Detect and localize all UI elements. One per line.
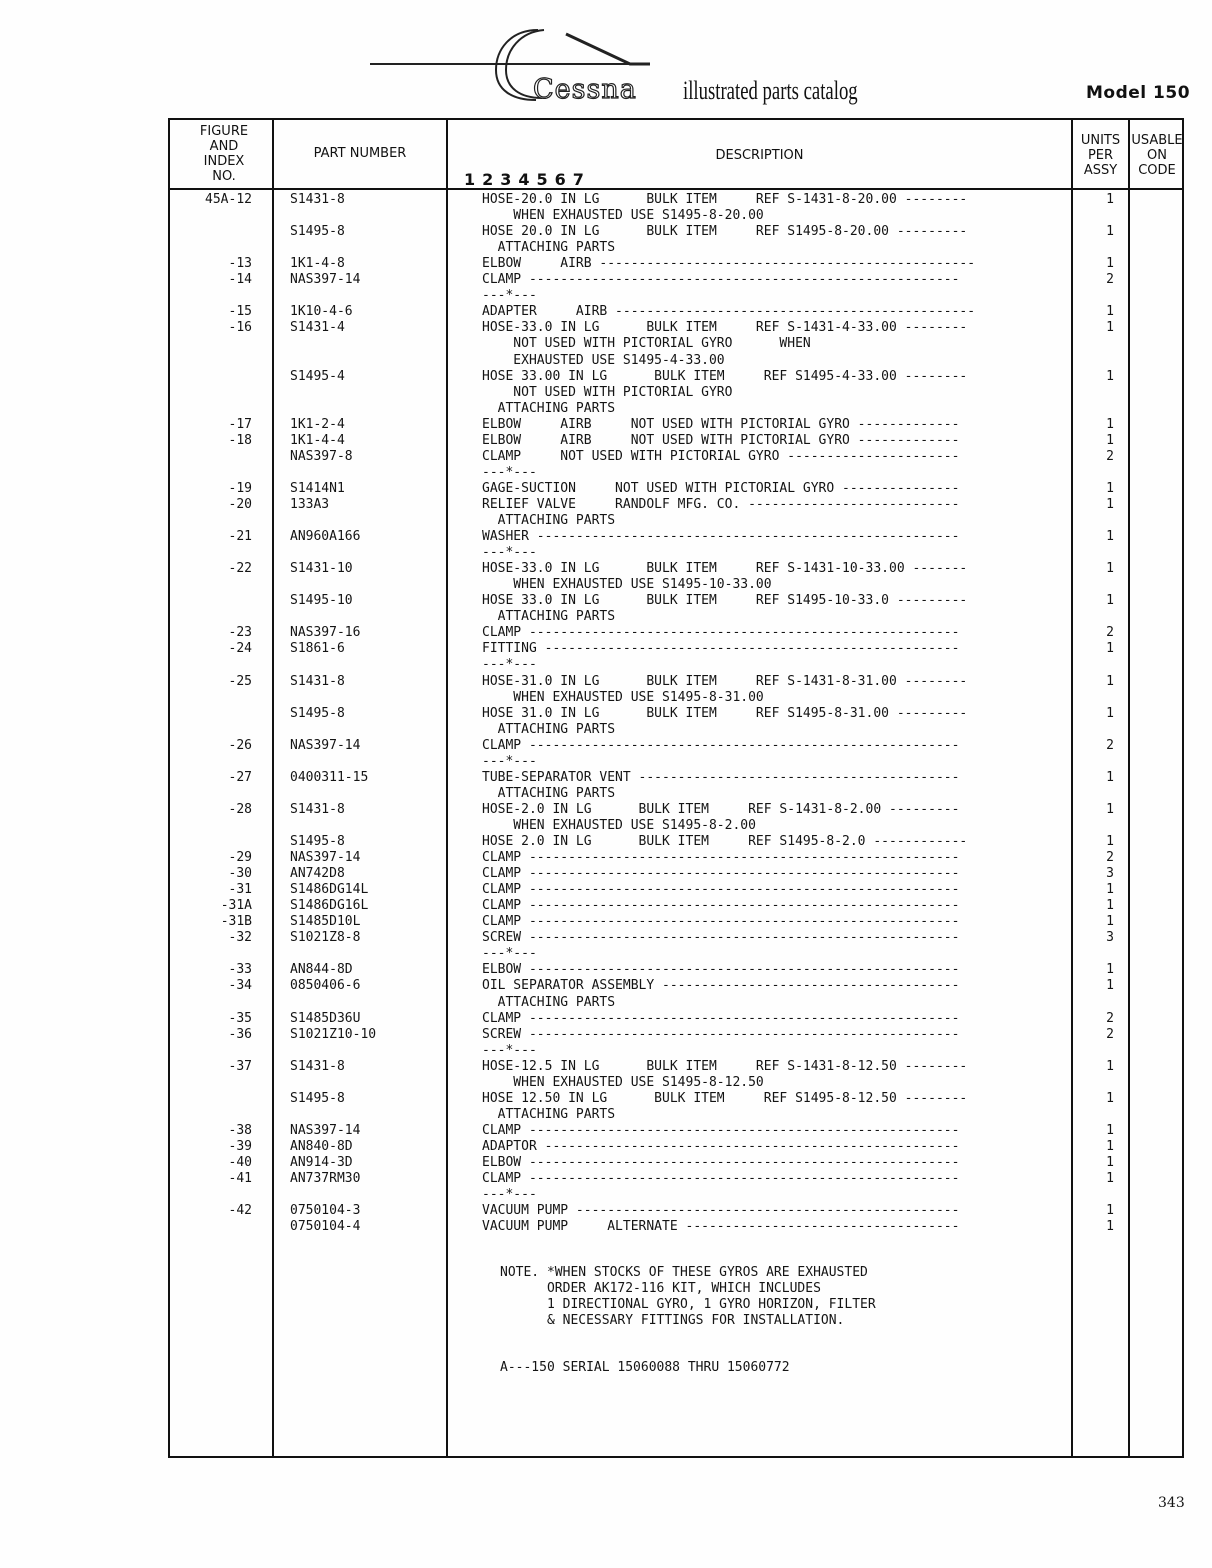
part-number: AN737RM30 <box>290 1171 361 1187</box>
index-number: -42 <box>228 1203 252 1219</box>
part-number-column-header: PART NUMBER <box>313 146 407 161</box>
description: WHEN EXHAUSTED USE S1495-10-33.00 <box>482 577 772 593</box>
index-number: -32 <box>228 930 252 946</box>
part-number: S1431-8 <box>290 192 345 207</box>
index-number: -34 <box>228 978 252 994</box>
part-number: AN960A166 <box>290 529 361 545</box>
description: HOSE 20.0 IN LG BULK ITEM REF S1495-8-20.00 --------- <box>482 224 968 240</box>
index-number: -23 <box>228 625 252 641</box>
index-number: -40 <box>228 1155 252 1170</box>
indent-level-digits: 1234567 <box>464 170 591 189</box>
part-number: NAS397-14 <box>290 737 361 753</box>
units-per-assy: 3 <box>1106 866 1114 882</box>
units-per-assy: 1 <box>1106 914 1114 930</box>
description: ADAPTER AIRB ---------------------------------------------- <box>482 304 976 320</box>
index-number: -17 <box>228 416 252 432</box>
index-number: -33 <box>228 962 252 978</box>
page-number: 343 <box>1158 1495 1185 1511</box>
description: ELBOW AIRB ------------------------------------------------ <box>482 256 976 272</box>
part-number: S1021Z8-8 <box>290 930 361 946</box>
units-per-assy: 1 <box>1106 1138 1114 1154</box>
part-number: 1K1-2-4 <box>290 416 345 432</box>
part-number: S1861-6 <box>290 641 345 657</box>
part-number: S1485D10L <box>290 914 361 930</box>
index-number: -41 <box>228 1171 252 1187</box>
description: WHEN EXHAUSTED USE S1495-8-20.00 <box>482 208 764 224</box>
description: ATTACHING PARTS <box>482 994 616 1010</box>
units-per-assy: 2 <box>1106 737 1114 753</box>
description: RELIEF VALVE RANDOLF MFG. CO. --------------------------- <box>482 496 960 512</box>
description: ATTACHING PARTS <box>482 240 616 256</box>
model-label: Model 150 <box>1086 83 1191 103</box>
units-per-assy: 1 <box>1106 898 1114 914</box>
description: EXHAUSTED USE S1495-4-33.00 <box>482 352 725 368</box>
description: HOSE 2.0 IN LG BULK ITEM REF S1495-8-2.0 ------------ <box>482 834 968 849</box>
description: ---*--- <box>482 946 537 962</box>
part-number: NAS397-14 <box>290 1122 361 1138</box>
units-per-assy: 2 <box>1106 1026 1114 1042</box>
part-number: S1486DG14L <box>290 882 369 898</box>
index-number: -30 <box>228 866 252 882</box>
description: ---*--- <box>482 1042 537 1058</box>
description: HOSE-33.0 IN LG BULK ITEM REF S-1431-10-33.00 ------- <box>482 561 968 577</box>
description: ATTACHING PARTS <box>482 1106 616 1122</box>
description: HOSE 33.00 IN LG BULK ITEM REF S1495-4-33.00 -------- <box>482 368 968 384</box>
column-divider <box>272 118 274 1458</box>
part-number: S1495-10 <box>290 593 353 609</box>
index-number: -31B <box>220 914 252 930</box>
units-per-assy: 1 <box>1106 496 1114 512</box>
index-number: -39 <box>228 1138 252 1154</box>
description: HOSE-20.0 IN LG BULK ITEM REF S-1431-8-20.00 -------- <box>482 192 968 207</box>
part-number: S1431-10 <box>290 561 353 577</box>
units-per-assy: 1 <box>1106 801 1114 817</box>
note-text: NOTE. *WHEN STOCKS OF THESE GYROS ARE EXHAUSTED ORDER AK172-116 KIT, WHICH INCLUDES 1 DIRECTIONAL GYRO, 1 GYRO HORIZON, FILTER & NECESSARY FITTINGS FOR INSTALLATION. <box>500 1265 876 1328</box>
description: ELBOW ------------------------------------------------------- <box>482 962 960 978</box>
index-number: -37 <box>228 1058 252 1074</box>
units-per-assy: 1 <box>1106 304 1114 320</box>
part-number: S1495-8 <box>290 224 345 240</box>
part-number: NAS397-16 <box>290 625 361 641</box>
index-number: -36 <box>228 1026 252 1042</box>
description: HOSE 33.0 IN LG BULK ITEM REF S1495-10-33.0 --------- <box>482 593 968 609</box>
description: HOSE-31.0 IN LG BULK ITEM REF S-1431-8-31.00 -------- <box>482 673 968 689</box>
index-number: -26 <box>228 737 252 753</box>
figure-column-header: FIGURE AND INDEX NO. <box>199 124 249 184</box>
description: ---*--- <box>482 657 537 673</box>
description: FITTING ----------------------------------------------------- <box>482 641 960 657</box>
units-per-assy: 1 <box>1106 529 1114 545</box>
index-number: 45A-12 <box>205 192 252 207</box>
description: CLAMP ------------------------------------------------------- <box>482 737 960 753</box>
description: VACUUM PUMP ALTERNATE ----------------------------------- <box>482 1219 960 1235</box>
description: CLAMP ------------------------------------------------------- <box>482 1010 960 1026</box>
description: SCREW ------------------------------------------------------- <box>482 1026 960 1042</box>
part-number: NAS397-14 <box>290 272 361 288</box>
description: ATTACHING PARTS <box>482 785 616 801</box>
part-number: NAS397-8 <box>290 448 353 464</box>
part-number: 0400311-15 <box>290 769 369 785</box>
units-per-assy: 1 <box>1106 978 1114 994</box>
units-per-assy: 3 <box>1106 930 1114 946</box>
description: ATTACHING PARTS <box>482 400 616 416</box>
description: WHEN EXHAUSTED USE S1495-8-12.50 <box>482 1074 764 1090</box>
description: CLAMP ------------------------------------------------------- <box>482 1171 960 1187</box>
description: ELBOW ------------------------------------------------------- <box>482 1155 960 1170</box>
units-per-assy: 1 <box>1106 962 1114 978</box>
part-number: S1495-8 <box>290 705 345 721</box>
units-per-assy: 1 <box>1106 192 1114 207</box>
catalog-title: illustrated parts catalog <box>683 76 858 105</box>
description: ELBOW AIRB NOT USED WITH PICTORIAL GYRO ------------- <box>482 416 960 432</box>
units-per-assy: 1 <box>1106 673 1114 689</box>
usable-column-header: USABLE ON CODE <box>1131 133 1183 178</box>
index-number: -16 <box>228 320 252 336</box>
column-divider <box>1071 118 1073 1458</box>
index-number: -18 <box>228 432 252 448</box>
column-divider <box>1128 118 1130 1458</box>
description: CLAMP ------------------------------------------------------- <box>482 272 960 288</box>
part-number: 133A3 <box>290 496 330 512</box>
part-number: S1495-8 <box>290 834 345 849</box>
description: OIL SEPARATOR ASSEMBLY -------------------------------------- <box>482 978 960 994</box>
index-number: -22 <box>228 561 252 577</box>
units-per-assy: 2 <box>1106 850 1114 866</box>
part-number: AN840-8D <box>290 1138 353 1154</box>
index-number: -27 <box>228 769 252 785</box>
description: ATTACHING PARTS <box>482 513 616 528</box>
column-divider <box>446 118 448 1458</box>
part-number: S1495-4 <box>290 368 345 384</box>
index-number: -38 <box>228 1122 252 1138</box>
header-divider <box>168 188 1184 190</box>
description: CLAMP ------------------------------------------------------- <box>482 866 960 882</box>
serial-range: A---150 SERIAL 15060088 THRU 15060772 <box>500 1360 790 1375</box>
part-number: S1021Z10-10 <box>290 1026 377 1042</box>
part-number: 0850406-6 <box>290 978 361 994</box>
description: WASHER ------------------------------------------------------ <box>482 529 960 545</box>
description: ---*--- <box>482 464 537 480</box>
description: HOSE 31.0 IN LG BULK ITEM REF S1495-8-31.00 --------- <box>482 705 968 721</box>
description: CLAMP ------------------------------------------------------- <box>482 914 960 930</box>
description: CLAMP ------------------------------------------------------- <box>482 625 960 641</box>
index-number: -31 <box>228 882 252 898</box>
description: ---*--- <box>482 1187 537 1203</box>
description: ELBOW AIRB NOT USED WITH PICTORIAL GYRO ------------- <box>482 432 960 448</box>
description: CLAMP NOT USED WITH PICTORIAL GYRO ---------------------- <box>482 448 960 464</box>
units-per-assy: 1 <box>1106 1122 1114 1138</box>
units-per-assy: 1 <box>1106 561 1114 577</box>
units-per-assy: 1 <box>1106 641 1114 657</box>
part-number: 1K1-4-4 <box>290 432 345 448</box>
description: VACUUM PUMP ------------------------------------------------- <box>482 1203 960 1219</box>
units-per-assy: 1 <box>1106 432 1114 448</box>
units-per-assy: 1 <box>1106 769 1114 785</box>
units-per-assy: 1 <box>1106 368 1114 384</box>
description: HOSE-2.0 IN LG BULK ITEM REF S-1431-8-2.00 --------- <box>482 801 960 817</box>
units-per-assy: 1 <box>1106 256 1114 272</box>
part-number: AN742D8 <box>290 866 345 882</box>
description: ---*--- <box>482 753 537 769</box>
index-number: -15 <box>228 304 252 320</box>
description: HOSE-33.0 IN LG BULK ITEM REF S-1431-4-33.00 -------- <box>482 320 968 336</box>
units-per-assy: 1 <box>1106 416 1114 432</box>
units-per-assy: 2 <box>1106 272 1114 288</box>
description: CLAMP ------------------------------------------------------- <box>482 898 960 914</box>
part-number: AN844-8D <box>290 962 353 978</box>
units-per-assy: 2 <box>1106 448 1114 464</box>
index-number: -19 <box>228 480 252 496</box>
index-number: -29 <box>228 850 252 866</box>
description: NOT USED WITH PICTORIAL GYRO WHEN <box>482 336 811 352</box>
part-number: S1486DG16L <box>290 898 369 914</box>
description: SCREW ------------------------------------------------------- <box>482 930 960 946</box>
parts-table <box>168 118 1184 1458</box>
part-number: 0750104-3 <box>290 1203 361 1219</box>
units-column-header: UNITS PER ASSY <box>1080 133 1121 178</box>
description: GAGE-SUCTION NOT USED WITH PICTORIAL GYRO --------------- <box>482 480 960 496</box>
part-number: AN914-3D <box>290 1155 353 1170</box>
index-number: -14 <box>228 272 252 288</box>
index-number: -21 <box>228 529 252 545</box>
index-number: -35 <box>228 1010 252 1026</box>
description: WHEN EXHAUSTED USE S1495-8-2.00 <box>482 817 756 833</box>
description: WHEN EXHAUSTED USE S1495-8-31.00 <box>482 689 764 705</box>
units-per-assy: 1 <box>1106 1171 1114 1187</box>
description: ADAPTOR ----------------------------------------------------- <box>482 1138 960 1154</box>
units-per-assy: 1 <box>1106 1219 1114 1235</box>
index-number: -31A <box>220 898 252 914</box>
units-per-assy: 1 <box>1106 320 1114 336</box>
description: CLAMP ------------------------------------------------------- <box>482 1122 960 1138</box>
units-per-assy: 1 <box>1106 1203 1114 1219</box>
description-column-header: DESCRIPTION <box>715 148 804 163</box>
part-number: S1431-4 <box>290 320 345 336</box>
part-number: NAS397-14 <box>290 850 361 866</box>
description: HOSE-12.5 IN LG BULK ITEM REF S-1431-8-12.50 -------- <box>482 1058 968 1074</box>
description: HOSE 12.50 IN LG BULK ITEM REF S1495-8-12.50 -------- <box>482 1090 968 1106</box>
units-per-assy: 1 <box>1106 480 1114 496</box>
brand-wordmark: Cessna <box>533 74 637 105</box>
units-per-assy: 1 <box>1106 1058 1114 1074</box>
description: ---*--- <box>482 545 537 561</box>
units-per-assy: 2 <box>1106 625 1114 641</box>
units-per-assy: 1 <box>1106 1090 1114 1106</box>
units-per-assy: 1 <box>1106 593 1114 609</box>
index-number: -24 <box>228 641 252 657</box>
part-number: 1K1-4-8 <box>290 256 345 272</box>
part-number: S1495-8 <box>290 1090 345 1106</box>
units-per-assy: 2 <box>1106 1010 1114 1026</box>
part-number: S1431-8 <box>290 801 345 817</box>
units-per-assy: 1 <box>1106 224 1114 240</box>
units-per-assy: 1 <box>1106 705 1114 721</box>
part-number: 0750104-4 <box>290 1219 361 1235</box>
part-number: S1485D36U <box>290 1010 361 1026</box>
units-per-assy: 1 <box>1106 882 1114 898</box>
description: NOT USED WITH PICTORIAL GYRO <box>482 384 733 400</box>
index-number: -25 <box>228 673 252 689</box>
part-number: S1431-8 <box>290 673 345 689</box>
part-number: S1431-8 <box>290 1058 345 1074</box>
part-number: 1K10-4-6 <box>290 304 353 320</box>
index-number: -20 <box>228 496 252 512</box>
units-per-assy: 1 <box>1106 834 1114 849</box>
description: CLAMP ------------------------------------------------------- <box>482 882 960 898</box>
index-number: -28 <box>228 801 252 817</box>
description: ---*--- <box>482 288 537 304</box>
units-per-assy: 1 <box>1106 1155 1114 1170</box>
part-number: S1414N1 <box>290 480 345 496</box>
description: ATTACHING PARTS <box>482 609 616 625</box>
description: ATTACHING PARTS <box>482 721 616 737</box>
description: CLAMP ------------------------------------------------------- <box>482 850 960 866</box>
description: TUBE-SEPARATOR VENT ----------------------------------------- <box>482 769 960 785</box>
index-number: -13 <box>228 256 252 272</box>
